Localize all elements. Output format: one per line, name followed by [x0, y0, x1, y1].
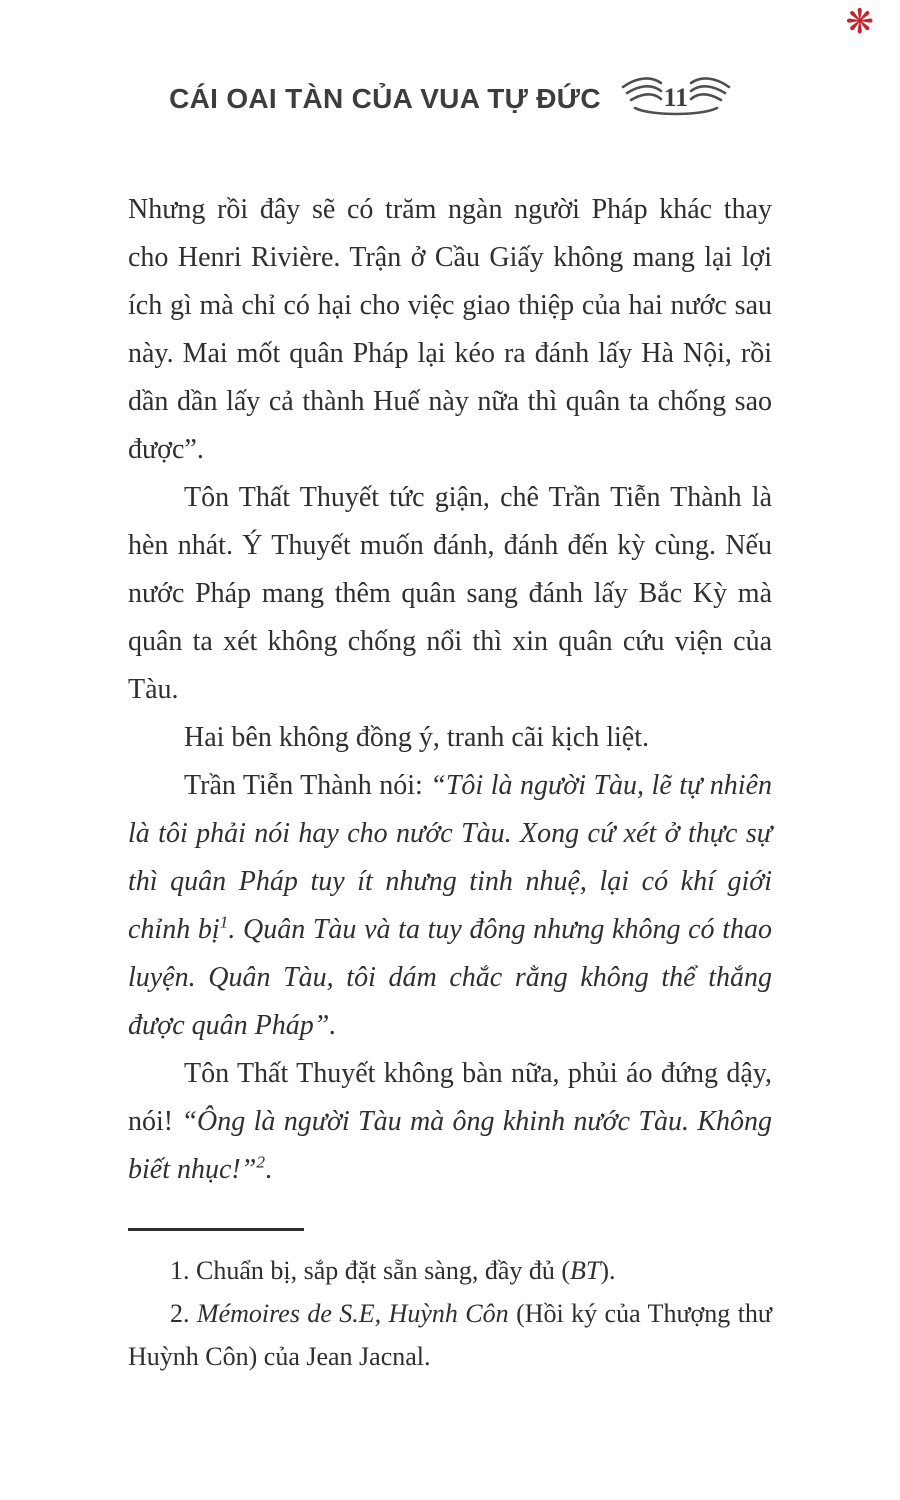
footnote [128, 1249, 772, 1292]
footnotes-section [0, 1228, 900, 1378]
body-paragraph [128, 762, 772, 1050]
footnote-divider [128, 1228, 304, 1231]
text-segment: BT [570, 1256, 601, 1285]
body-paragraph [128, 474, 772, 714]
text-segment: Nhưng rồi đây sẽ có trăm ngàn người Pháp khác thay cho Henri Rivière. Trận ở Cầu Giấy không mang lại lợi ích gì mà chỉ có hại cho việc giao thiệp của hai nước sau này. Mai mốt quân Pháp lại kéo ra đánh lấy Hà Nội, rồi dần dần lấy cả thành Huế này nữa thì quân ta chống sao được”. [128, 194, 772, 465]
body-paragraph [128, 1050, 772, 1194]
text-segment: Mémoires de S.E, Huỳnh Côn [196, 1299, 509, 1328]
flower-icon: ❋ [845, 4, 874, 41]
footnote-reference: 2 [256, 1152, 265, 1172]
text-segment: 2. [170, 1299, 197, 1328]
quote-segment: “Ông là người Tàu mà ông khinh nước Tàu. Không biết nhục!” [128, 1106, 772, 1185]
text-segment: 1. Chuẩn bị, sắp đặt sẵn sàng, đầy đủ ( [170, 1256, 571, 1285]
text-segment: Trần Tiễn Thành nói: [184, 770, 431, 801]
page-header [0, 0, 900, 124]
quote-segment: “Tôi là người Tàu, lẽ tự nhiên là tôi phải nói hay cho nước Tàu. Xong cứ xét ở thực sự thì quân Pháp tuy ít nhưng tinh nhuệ, lại có khí giới chỉnh bị [128, 770, 773, 945]
quote-segment: . Quân Tàu và ta tuy đông nhưng không có thao luyện. Quân Tàu, tôi dám chắc rằng không thể thắng được quân Pháp”. [128, 914, 772, 1041]
text-segment: ). [600, 1256, 616, 1285]
text-segment: Tôn Thất Thuyết tức giận, chê Trần Tiễn Thành là hèn nhát. Ý Thuyết muốn đánh, đánh đến kỳ cùng. Nếu nước Pháp mang thêm quân sang đánh lấy Bắc Kỳ mà quân ta xét không chống nổi thì xin quân cứu viện của Tàu. [128, 482, 772, 705]
text-segment: Hai bên không đồng ý, tranh cãi kịch liệt. [184, 722, 649, 753]
footnote [128, 1292, 772, 1378]
footnote-reference: 1 [219, 912, 229, 932]
text-segment: Tôn Thất Thuyết không bàn nữa, phủi áo đứng dậy, nói! [128, 1058, 772, 1137]
chapter-title: CÁI OAI TÀN CỦA VUA TỰ ĐỨC [169, 83, 601, 114]
open-book-icon [621, 74, 731, 124]
page-number: 11 [663, 83, 689, 112]
body-paragraph [128, 714, 772, 762]
body-paragraph [128, 186, 772, 474]
text-segment: (Hồi ký của Thượng thư Huỳnh Côn) của Jean Jacnal. [128, 1299, 773, 1371]
page-body [0, 124, 900, 1194]
text-segment: . [265, 1154, 272, 1185]
